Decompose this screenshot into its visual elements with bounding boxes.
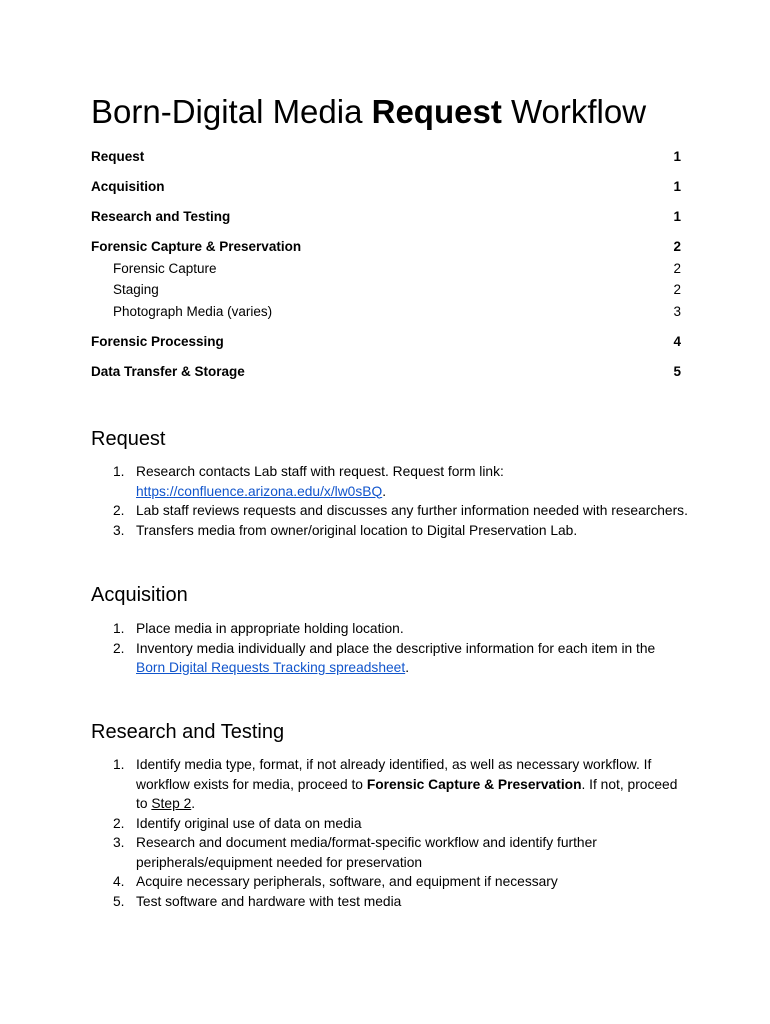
list-item <box>91 501 691 521</box>
toc-entry-forensic-capture-preservation[interactable] <box>91 238 681 256</box>
list-item-text: Identify original use of data on media <box>136 815 362 831</box>
list-item <box>91 639 691 678</box>
toc-label[interactable]: Forensic Capture <box>113 260 217 276</box>
toc-entry-research-testing[interactable] <box>91 208 681 226</box>
toc-page-number: 1 <box>673 209 681 224</box>
toc-label[interactable]: Forensic Capture & Preservation <box>91 239 302 254</box>
toc-page-number: 3 <box>673 303 681 319</box>
list-item-text: Inventory media individually and place the descriptive information for each item in the <box>136 640 656 656</box>
list-item <box>91 462 691 501</box>
list-item <box>91 521 691 541</box>
section-heading-request: Request <box>91 428 166 450</box>
toc-page-number: 5 <box>673 363 681 379</box>
toc-entry-forensic-capture[interactable] <box>91 260 681 278</box>
list-item <box>91 892 691 912</box>
toc-label[interactable]: Forensic Processing <box>91 333 224 349</box>
toc-page-number: 1 <box>673 149 681 164</box>
list-number: 3. <box>113 522 125 538</box>
list-item <box>91 755 691 814</box>
document-title <box>91 93 646 131</box>
acquisition-steps-list <box>91 619 691 678</box>
table-of-contents <box>91 148 681 381</box>
toc-page-number: 2 <box>673 239 681 254</box>
list-number: 3. <box>113 835 125 850</box>
list-item <box>91 833 691 872</box>
tracking-spreadsheet-link[interactable]: Born Digital Requests Tracking spreadsheet <box>136 660 406 675</box>
list-item-text: Identify media type, format, if not already identified, as well as necessary workflow. If workflow exists for media, proceed to <box>136 757 652 792</box>
toc-page-number: 4 <box>673 333 681 349</box>
title-text-bold: Request <box>371 93 502 130</box>
section-heading-research-testing: Research and Testing <box>91 721 285 743</box>
toc-entry-forensic-processing[interactable] <box>91 333 681 351</box>
toc-entry-request[interactable] <box>91 148 681 166</box>
list-item-text: Lab staff reviews requests and discusses any further information needed with researchers. <box>136 503 688 518</box>
list-item <box>91 814 691 834</box>
step-2-link[interactable]: Step 2 <box>151 796 192 811</box>
toc-label[interactable]: Staging <box>113 282 159 297</box>
toc-label[interactable]: Data Transfer & Storage <box>91 363 245 379</box>
toc-label[interactable]: Acquisition <box>91 179 165 194</box>
list-item-text: Research contacts Lab staff with request. Request form link: <box>136 464 504 479</box>
list-item-text: Place media in appropriate holding location. <box>136 621 404 636</box>
section-heading-acquisition: Acquisition <box>91 584 188 606</box>
list-item <box>91 872 691 892</box>
request-steps-list <box>91 462 691 540</box>
list-item-bold-text: Forensic Capture & Preservation <box>366 776 582 792</box>
toc-page-number: 2 <box>673 282 681 297</box>
list-item-punctuation: . <box>191 796 196 811</box>
list-number: 2. <box>113 640 125 656</box>
list-item-text: Acquire necessary peripherals, software, and equipment if necessary <box>136 874 558 889</box>
toc-entry-photograph-media[interactable] <box>91 303 681 321</box>
research-steps-list <box>91 755 691 911</box>
title-text-start: Born-Digital Media <box>91 93 372 130</box>
title-text-end: Workflow <box>501 93 647 130</box>
toc-entry-staging[interactable] <box>91 281 681 299</box>
list-number: 2. <box>113 815 125 831</box>
list-number: 1. <box>113 464 125 479</box>
toc-entry-acquisition[interactable] <box>91 178 681 196</box>
request-form-link[interactable]: https://confluence.arizona.edu/x/lw0sBQ <box>136 483 383 499</box>
list-item-text: Transfers media from owner/original location to Digital Preservation Lab. <box>136 522 578 538</box>
toc-page-number: 1 <box>673 179 681 194</box>
list-number: 2. <box>113 503 125 518</box>
list-item-punctuation: . <box>382 483 387 499</box>
toc-label[interactable]: Photograph Media (varies) <box>113 303 273 319</box>
toc-page-number: 2 <box>673 260 681 276</box>
list-number: 4. <box>113 874 125 889</box>
list-item-punctuation: . <box>405 660 410 675</box>
list-item-text: Research and document media/format-specific workflow and identify further peripherals/equipment needed for preservation <box>136 835 597 870</box>
list-item-text-continued: . If not, proceed to <box>136 776 678 811</box>
toc-label[interactable]: Research and Testing <box>91 209 231 224</box>
list-item <box>91 619 691 639</box>
toc-label[interactable]: Request <box>91 149 145 164</box>
list-number: 5. <box>113 893 125 909</box>
list-number: 1. <box>113 757 125 772</box>
list-item-text: Test software and hardware with test media <box>136 893 402 909</box>
toc-entry-data-transfer-storage[interactable] <box>91 363 681 381</box>
list-number: 1. <box>113 621 125 636</box>
